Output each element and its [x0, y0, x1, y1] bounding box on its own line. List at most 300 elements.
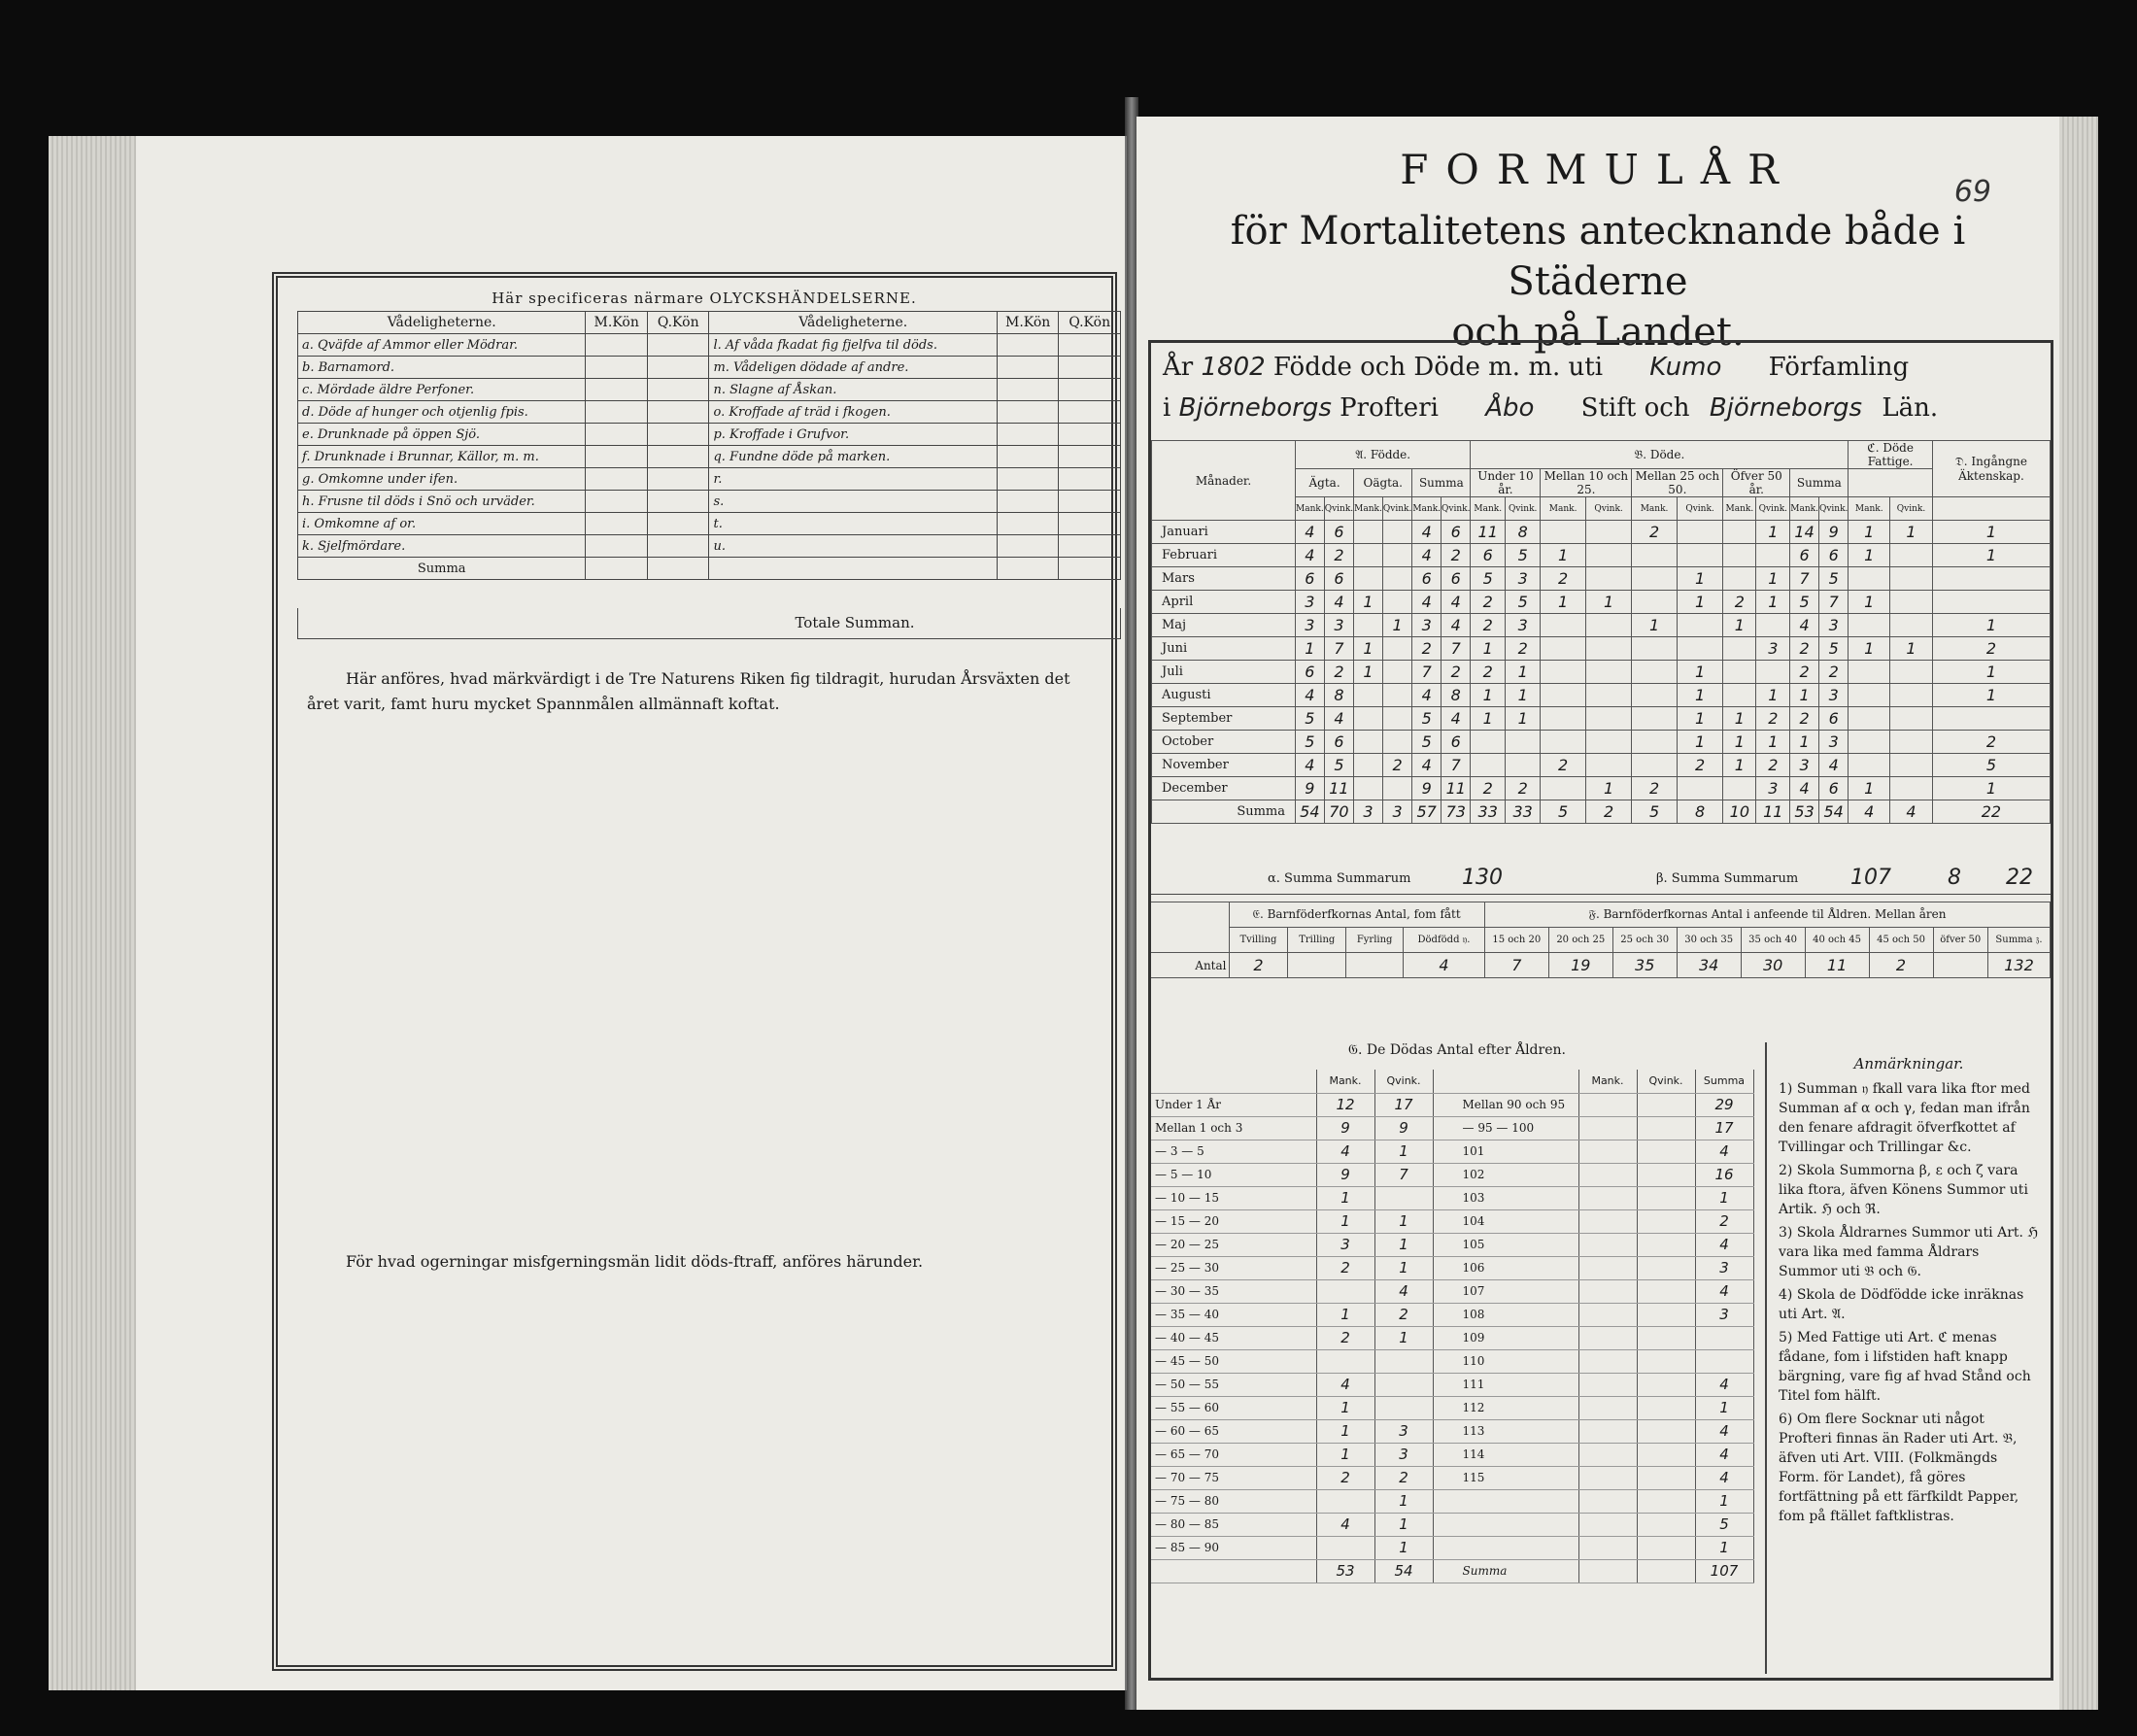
casualty-m: [586, 357, 648, 379]
month-cell: 1: [1932, 614, 2050, 637]
casualty-m: [997, 334, 1059, 357]
month-cell: 3: [1818, 684, 1848, 707]
month-cell: [1632, 567, 1677, 591]
age-label-2: 113: [1433, 1419, 1578, 1443]
month-cell: 5: [1296, 707, 1325, 731]
age-row: [1151, 1186, 1753, 1209]
month-cell: 3: [1818, 614, 1848, 637]
mank-header: Mank.: [1632, 497, 1677, 521]
form-title: FORMULÅR: [1400, 146, 1796, 193]
summa-cell: 22: [1932, 800, 2050, 824]
age-q: 2: [1374, 1466, 1433, 1489]
left-page: [49, 136, 1127, 1690]
age-m: 2: [1316, 1326, 1374, 1349]
month-cell: [1585, 731, 1632, 754]
month-cell: [1932, 567, 2050, 591]
age-label: — 20 — 25: [1151, 1233, 1316, 1256]
diocese-label: Stift och: [1580, 393, 1690, 423]
month-cell: 2: [1471, 661, 1506, 684]
page-number: 69: [1953, 175, 1991, 209]
month-cell: 2: [1632, 777, 1677, 800]
age-label: — 25 — 30: [1151, 1256, 1316, 1279]
casualty-summa: Summa: [298, 558, 586, 580]
age-summa: 3: [1695, 1256, 1753, 1279]
month-cell: 1: [1849, 637, 1890, 661]
month-cell: [1890, 777, 1933, 800]
month-name: October: [1152, 731, 1296, 754]
month-cell: [1849, 661, 1890, 684]
month-cell: 1: [1677, 707, 1723, 731]
age-summa: 2: [1695, 1209, 1753, 1233]
month-cell: 1: [1354, 661, 1383, 684]
casualty-q: [1059, 446, 1121, 468]
month-cell: [1382, 591, 1411, 614]
summa-cell: 57: [1412, 800, 1442, 824]
qvink-header: Qvink.: [1677, 497, 1723, 521]
age-row: [1151, 1256, 1753, 1279]
age-q: 3: [1374, 1419, 1433, 1443]
month-cell: 6: [1442, 521, 1471, 544]
col-m-right: M.Kön: [997, 312, 1059, 334]
sum-a-label: α. Summa Summarum: [1268, 871, 1411, 886]
month-cell: 2: [1932, 731, 2050, 754]
month-row: [1152, 614, 2051, 637]
month-cell: 14: [1790, 521, 1819, 544]
month-cell: [1723, 521, 1756, 544]
month-cell: [1756, 661, 1790, 684]
birth-col-header: Dödfödd 𝔶.: [1404, 928, 1485, 953]
casualty-q: [1059, 379, 1121, 401]
sub-a-header: Ägta.: [1296, 469, 1354, 497]
month-cell: 6: [1324, 731, 1353, 754]
month-cell: [1354, 684, 1383, 707]
birth-value: [1933, 953, 1987, 978]
month-cell: [1354, 567, 1383, 591]
age-label-2: 106: [1433, 1256, 1578, 1279]
month-cell: [1849, 567, 1890, 591]
provost-value: Björneborgs: [1178, 393, 1332, 423]
births-blank: [1151, 902, 1229, 953]
age-label: — 65 — 70: [1151, 1443, 1316, 1466]
birth-value: 2: [1869, 953, 1933, 978]
sum-d-value: 22: [2006, 866, 2033, 890]
mortality-form: [1148, 340, 2053, 1681]
summa-cell: 3: [1354, 800, 1383, 824]
casualty-q: [1059, 468, 1121, 491]
month-cell: [1890, 661, 1933, 684]
month-cell: 6: [1818, 707, 1848, 731]
casualty-label: c. Mördade äldre Perfoner.: [298, 379, 586, 401]
month-cell: 1: [1932, 661, 2050, 684]
age-m: 2: [1316, 1256, 1374, 1279]
age-label-2: 101: [1433, 1140, 1578, 1163]
casualty-m: [997, 468, 1059, 491]
month-cell: [1382, 661, 1411, 684]
col-header-right: Vådeligheterne.: [709, 312, 997, 334]
age-summa: 4: [1695, 1279, 1753, 1303]
month-cell: 1: [1723, 731, 1756, 754]
birth-col-header: 35 och 40: [1741, 928, 1805, 953]
age-row: [1151, 1513, 1753, 1536]
month-cell: 1: [1471, 707, 1506, 731]
month-row: [1152, 684, 2051, 707]
month-cell: 2: [1632, 521, 1677, 544]
month-cell: 1: [1723, 614, 1756, 637]
casualty-m: [997, 535, 1059, 558]
month-cell: 1: [1756, 731, 1790, 754]
month-cell: 2: [1541, 567, 1585, 591]
birth-col-header: Fyrling: [1346, 928, 1404, 953]
casualty-m: [586, 379, 648, 401]
age-summa: [1695, 1326, 1753, 1349]
age-label-2: 110: [1433, 1349, 1578, 1373]
casualty-m: [997, 401, 1059, 424]
month-cell: [1541, 637, 1585, 661]
month-cell: [1354, 777, 1383, 800]
age-row: [1151, 1303, 1753, 1326]
age-label: — 30 — 35: [1151, 1279, 1316, 1303]
month-cell: 1: [1677, 591, 1723, 614]
ages-total-label: Summa: [1433, 1559, 1578, 1583]
mank-header: Mank.: [1354, 497, 1383, 521]
month-cell: [1585, 614, 1632, 637]
month-cell: [1354, 521, 1383, 544]
casualty-q: [1059, 401, 1121, 424]
age-q: 1: [1374, 1140, 1433, 1163]
casualty-q: [647, 491, 709, 513]
month-cell: [1585, 754, 1632, 777]
note-item: 1) Summan 𝔶 fkall vara lika ftor med Summan af α och γ, fedan man ifrån den fenare afdragit öfverfkottet af Tvillingar och Trillingar &c.: [1779, 1081, 2031, 1155]
casualty-sum-row: [298, 558, 1121, 580]
notes-list: [1779, 1079, 2039, 1526]
casualty-q: [647, 379, 709, 401]
month-cell: 4: [1412, 684, 1442, 707]
month-cell: [1541, 777, 1585, 800]
ages-col-m: Mank.: [1316, 1070, 1374, 1093]
month-cell: 6: [1296, 567, 1325, 591]
month-cell: 5: [1505, 544, 1540, 567]
month-cell: 3: [1756, 637, 1790, 661]
casualty-label: a. Qväfde af Ammor eller Mödrar.: [298, 334, 586, 357]
subtitle-line-2: och på Landet.: [1451, 310, 1745, 355]
month-cell: 8: [1442, 684, 1471, 707]
mank-header: Mank.: [1849, 497, 1890, 521]
month-cell: 1: [1890, 637, 1933, 661]
births-table: [1151, 902, 2051, 978]
sub-b-header: Mellan 10 och 25.: [1541, 469, 1632, 497]
age-label: Mellan 1 och 3: [1151, 1116, 1316, 1140]
age-m: 2: [1316, 1466, 1374, 1489]
month-row: [1152, 731, 2051, 754]
casualties-title: Här specificeras närmare OLYCKSHÄNDELSERNE.: [492, 289, 917, 307]
mank-header: Mank.: [1471, 497, 1506, 521]
casualty-row: [298, 535, 1121, 558]
casualty-label: o. Kroffade af träd i fkogen.: [709, 401, 997, 424]
casualty-q: [647, 334, 709, 357]
casualty-row: [298, 357, 1121, 379]
sub-a-header: Summa: [1412, 469, 1471, 497]
casualty-label: b. Barnamord.: [298, 357, 586, 379]
age-summa: 4: [1695, 1233, 1753, 1256]
col-q-right: Q.Kön: [1059, 312, 1121, 334]
age-label: — 60 — 65: [1151, 1419, 1316, 1443]
age-label-2: 105: [1433, 1233, 1578, 1256]
summa-label: Summa: [1152, 800, 1296, 824]
mank-header: Mank.: [1296, 497, 1325, 521]
casualty-m: [586, 468, 648, 491]
month-cell: 9: [1818, 521, 1848, 544]
month-cell: 6: [1790, 544, 1819, 567]
month-cell: 2: [1723, 591, 1756, 614]
month-cell: [1541, 614, 1585, 637]
totale-summan: Totale Summan.: [297, 608, 1121, 639]
mank-header: Mank.: [1412, 497, 1442, 521]
note-item: 5) Med Fattige uti Art. ℭ menas fådane, fom i lifstiden haft knapp bärgning, vare fig af hvad Stånd och Titel fom hälft.: [1779, 1330, 2031, 1404]
month-cell: 2: [1324, 544, 1353, 567]
casualty-q: [1059, 513, 1121, 535]
month-cell: 1: [1723, 754, 1756, 777]
month-cell: 1: [1505, 661, 1540, 684]
month-cell: [1541, 731, 1585, 754]
ages-col-m2: Mank.: [1578, 1070, 1637, 1093]
casualty-label: g. Omkomne under ifen.: [298, 468, 586, 491]
month-cell: 2: [1756, 754, 1790, 777]
month-cell: [1382, 544, 1411, 567]
casualty-label: i. Omkomne af or.: [298, 513, 586, 535]
month-cell: 6: [1471, 544, 1506, 567]
month-cell: 2: [1818, 661, 1848, 684]
casualty-m: [586, 446, 648, 468]
age-label: — 85 — 90: [1151, 1536, 1316, 1559]
month-cell: 1: [1541, 544, 1585, 567]
month-name: Januari: [1152, 521, 1296, 544]
month-row: [1152, 661, 2051, 684]
month-cell: [1723, 684, 1756, 707]
e-title: 𝔈. Barnföderfkornas Antal, fom fått: [1229, 902, 1484, 928]
casualty-row: [298, 468, 1121, 491]
month-cell: [1723, 567, 1756, 591]
qvink-header: Qvink.: [1818, 497, 1848, 521]
month-cell: 4: [1412, 521, 1442, 544]
month-cell: 2: [1677, 754, 1723, 777]
month-cell: 1: [1932, 777, 2050, 800]
month-cell: [1677, 777, 1723, 800]
month-cell: 5: [1790, 591, 1819, 614]
month-cell: [1632, 707, 1677, 731]
age-summa: 4: [1695, 1419, 1753, 1443]
month-cell: 4: [1412, 591, 1442, 614]
qvink-header: Qvink.: [1756, 497, 1790, 521]
month-cell: [1632, 544, 1677, 567]
summa-cell: 2: [1585, 800, 1632, 824]
month-cell: 1: [1756, 521, 1790, 544]
summa-cell: 5: [1632, 800, 1677, 824]
year-label: År: [1163, 353, 1194, 382]
month-cell: 5: [1818, 567, 1848, 591]
county-label: Län.: [1882, 393, 1939, 423]
age-label-2: 109: [1433, 1326, 1578, 1349]
month-cell: [1723, 777, 1756, 800]
ages-total-m: 53: [1316, 1559, 1374, 1583]
subtitle-line-1: för Mortalitetens antecknande både i Städerne: [1230, 209, 1966, 304]
month-cell: [1382, 521, 1411, 544]
month-cell: 1: [1790, 684, 1819, 707]
casualty-label: s.: [709, 491, 997, 513]
birth-value: 11: [1805, 953, 1869, 978]
month-cell: 2: [1932, 637, 2050, 661]
casualty-row: [298, 379, 1121, 401]
month-cell: [1505, 731, 1540, 754]
month-cell: 1: [1890, 521, 1933, 544]
month-row: [1152, 777, 2051, 800]
age-label-2: 111: [1433, 1373, 1578, 1396]
month-cell: 1: [1471, 684, 1506, 707]
month-cell: 4: [1324, 591, 1353, 614]
month-cell: [1849, 684, 1890, 707]
age-label: — 35 — 40: [1151, 1303, 1316, 1326]
qvink-header: Qvink.: [1585, 497, 1632, 521]
month-cell: [1382, 684, 1411, 707]
age-q: 1: [1374, 1489, 1433, 1513]
qvink-header: Qvink.: [1505, 497, 1540, 521]
casualty-label: n. Slagne af Åskan.: [709, 379, 997, 401]
month-cell: 1: [1849, 521, 1890, 544]
month-cell: 4: [1790, 777, 1819, 800]
note-item: 6) Om flere Socknar uti något Profteri finnas än Rader uti Art. 𝔅, äfven uti Art. VIII. (Folkmängds Form. för Landet), få göres fortfättning på ett färfkildt Papper, fom på ftället faftklistras.: [1779, 1412, 2019, 1524]
mank-header: Mank.: [1723, 497, 1756, 521]
age-row: [1151, 1349, 1753, 1373]
monthly-table: [1151, 440, 2051, 824]
age-summa: 16: [1695, 1163, 1753, 1186]
month-cell: 6: [1818, 544, 1848, 567]
note-item: 3) Skola Åldrarnes Summor uti Art. ℌ vara lika med famma Åldrars Summor uti 𝔅 och 𝔊.: [1779, 1225, 2039, 1279]
casualty-m: [997, 446, 1059, 468]
month-cell: [1382, 637, 1411, 661]
qvink-header: Qvink.: [1890, 497, 1933, 521]
month-cell: [1890, 591, 1933, 614]
month-cell: 1: [1585, 777, 1632, 800]
casualty-row: [298, 491, 1121, 513]
month-cell: 3: [1412, 614, 1442, 637]
month-cell: 4: [1324, 707, 1353, 731]
month-cell: 5: [1296, 731, 1325, 754]
month-row: [1152, 637, 2051, 661]
age-label: Under 1 År: [1151, 1093, 1316, 1116]
month-cell: 2: [1471, 591, 1506, 614]
month-cell: 1: [1756, 567, 1790, 591]
note-item: 2) Skola Summorna β, ε och ζ vara lika ftora, äfven Könens Summor uti Artik. ℌ och ℜ.: [1779, 1163, 2028, 1217]
age-label-2: [1433, 1513, 1578, 1536]
month-name: April: [1152, 591, 1296, 614]
age-label: — 70 — 75: [1151, 1466, 1316, 1489]
casualty-label: m. Vådeligen dödade af andre.: [709, 357, 997, 379]
summa-cell: 33: [1505, 800, 1540, 824]
mank-header: Mank.: [1790, 497, 1819, 521]
month-cell: 4: [1296, 684, 1325, 707]
county-value: Björneborgs: [1709, 393, 1863, 423]
age-m: 4: [1316, 1373, 1374, 1396]
month-cell: 9: [1296, 777, 1325, 800]
month-cell: [1890, 544, 1933, 567]
age-row: [1151, 1419, 1753, 1443]
birth-value: 7: [1484, 953, 1548, 978]
age-summa: 4: [1695, 1443, 1753, 1466]
month-cell: [1723, 661, 1756, 684]
birth-col-header: 15 och 20: [1484, 928, 1548, 953]
month-cell: 1: [1632, 614, 1677, 637]
month-name: December: [1152, 777, 1296, 800]
age-m: 4: [1316, 1140, 1374, 1163]
parish-label: Förfamling: [1768, 353, 1910, 382]
qvink-header: Qvink.: [1382, 497, 1411, 521]
age-summa: 17: [1695, 1116, 1753, 1140]
age-summa: 4: [1695, 1140, 1753, 1163]
month-name: Augusti: [1152, 684, 1296, 707]
age-q: 1: [1374, 1256, 1433, 1279]
month-cell: [1756, 614, 1790, 637]
birth-value: 4: [1404, 953, 1485, 978]
left-frame: [272, 272, 1117, 1671]
casualty-q: [1059, 491, 1121, 513]
month-cell: [1677, 544, 1723, 567]
month-row: [1152, 591, 2051, 614]
age-m: 4: [1316, 1513, 1374, 1536]
month-row: [1152, 544, 2051, 567]
month-cell: [1505, 754, 1540, 777]
age-label: — 15 — 20: [1151, 1209, 1316, 1233]
month-cell: [1585, 637, 1632, 661]
casualty-row: [298, 446, 1121, 468]
month-cell: 1: [1382, 614, 1411, 637]
age-label-2: 104: [1433, 1209, 1578, 1233]
casualty-m: [586, 513, 648, 535]
month-cell: 1: [1471, 637, 1506, 661]
summa-row: [1152, 800, 2051, 824]
month-cell: 4: [1818, 754, 1848, 777]
casualty-m: [586, 401, 648, 424]
month-cell: 1: [1932, 684, 2050, 707]
month-cell: 4: [1296, 521, 1325, 544]
book-spread: [29, 97, 2137, 1710]
month-row: [1152, 707, 2051, 731]
month-cell: 1: [1677, 567, 1723, 591]
age-label: — 5 — 10: [1151, 1163, 1316, 1186]
age-q: 4: [1374, 1279, 1433, 1303]
provost-label: Profteri: [1340, 393, 1439, 423]
month-cell: [1677, 637, 1723, 661]
casualty-label: k. Sjelfmördare.: [298, 535, 586, 558]
age-q: 7: [1374, 1163, 1433, 1186]
month-cell: 1: [1354, 637, 1383, 661]
age-label: — 75 — 80: [1151, 1489, 1316, 1513]
sub-b-header: Öfver 50 år.: [1723, 469, 1790, 497]
month-cell: [1632, 754, 1677, 777]
nature-paragraph: Här anföres, hvad märkvärdigt i de Tre Naturens Riken fig tildragit, hurudan Årsväxten det året varit, famt huru mycket Spannmålen allmännaft koftat.: [307, 669, 1070, 713]
qvink-header: Qvink.: [1324, 497, 1353, 521]
month-cell: 11: [1471, 521, 1506, 544]
birth-col-header: Tvilling: [1229, 928, 1288, 953]
age-summa: 4: [1695, 1373, 1753, 1396]
month-cell: [1632, 661, 1677, 684]
age-label: — 80 — 85: [1151, 1513, 1316, 1536]
month-cell: 6: [1442, 731, 1471, 754]
month-name: Februari: [1152, 544, 1296, 567]
age-q: [1374, 1373, 1433, 1396]
month-cell: 4: [1412, 754, 1442, 777]
casualty-m: [997, 379, 1059, 401]
age-row: [1151, 1209, 1753, 1233]
month-cell: 7: [1818, 591, 1848, 614]
